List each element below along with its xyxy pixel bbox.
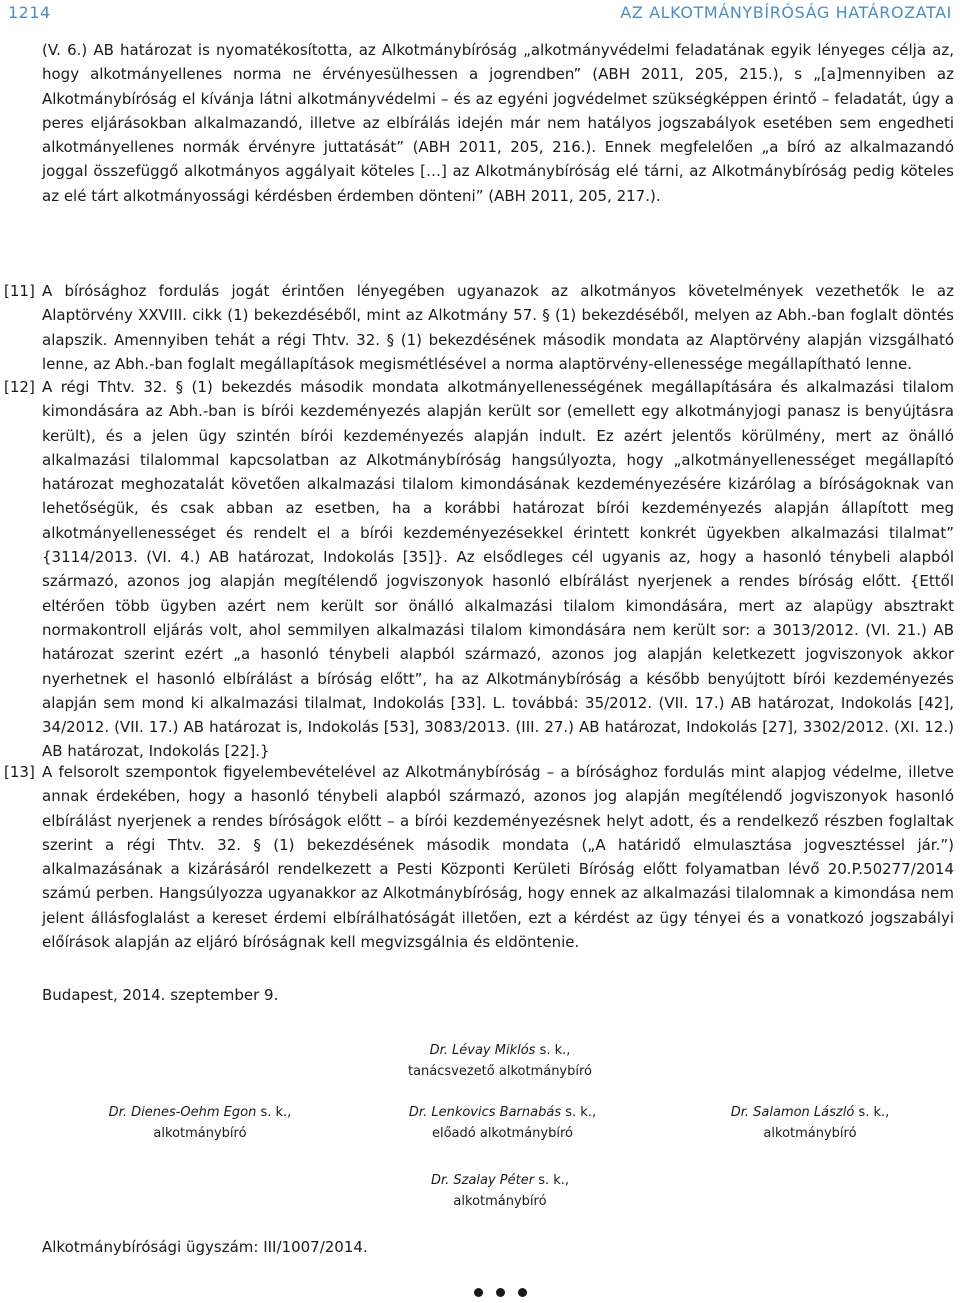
signature-bottom [380, 1170, 620, 1212]
signature-name: Dr. Szalay Péter [430, 1173, 535, 1188]
ornament-dot [496, 1288, 505, 1297]
paragraph-text: A felsorolt szempontok figyelembevételével az Alkotmánybíróság – a bírósághoz fordulás mint alapjog védelme, illetve annak érdekében, hogy a hasonló ténybeli alapból származó, azonos jog alapján megítélendő jogviszonyok hasonló elbírálást nyerjenek a rendes bíróságok előtt – a bírói kezdeményezésnek helyt adott, és a rendelkező részben foglaltak szerint a régi Thtv. 32. § (1) bekezdésének második mondata („A határidő elmulasztása jogvesztéssel jár.”) alkalmazásának a kizárásáról rendelkezett a Pesti Központi Kerületi Bíróság előtt folyamatban lévő 20.P.50277/2014 számú perben. Hangsúlyozza ugyanakkor az Alkotmánybíróság, hogy ennek az alkalmazási tilalomnak a kimondása nem jelent állásfoglalást a kereset érdemi elbírálhatóságát illetően, ezt a kérdést az ügy tényei és a vonatkozó jogszabályi előírások alapján az eljáró bíróságnak kell megvizsgálnia és eldöntenie. [42, 763, 954, 952]
ornament-dot [474, 1288, 483, 1297]
document-body [4, 38, 954, 954]
signature-name: Dr. Salamon László [730, 1105, 855, 1120]
signature-left [70, 1102, 330, 1144]
signature-suffix: s. k., [534, 1173, 570, 1188]
paragraph-number: [11] [4, 282, 35, 300]
running-title: AZ ALKOTMÁNYBÍRÓSÁG HATÁROZATAI [620, 3, 952, 22]
signature-role: alkotmánybíró [763, 1126, 857, 1141]
case-number: Alkotmánybírósági ügyszám: III/1007/2014. [42, 1238, 368, 1256]
signature-suffix: s. k., [854, 1105, 890, 1120]
signature-name: Dr. Dienes-Oehm Egon [108, 1105, 257, 1120]
page-header [0, 0, 960, 24]
ornament-dot [518, 1288, 527, 1297]
signature-center [370, 1102, 635, 1144]
paragraph-text: A bírósághoz fordulás jogát érintően lényegében ugyanazok az alkotmányos követelmények vezethetők le az Alaptörvény XXVIII. cikk (1) bekezdéséből, mint az Alkotmány 57. § (1) bekezdéséből, melyen az Abh.-ban foglalt döntés alapszik. Amennyiben tehát a régi Thtv. 32. § (1) bekezdésének második mondata az Alaptörvény alapján vizsgálható lenne, az Abh.-ban foglalt megállapítások megismétlésével a norma alaptörvény-ellenessége megállapítható lenne. [42, 282, 954, 373]
signature-name: Dr. Lévay Miklós [429, 1043, 536, 1058]
signature-presiding [380, 1040, 620, 1082]
signature-suffix: s. k., [561, 1105, 597, 1120]
signature-suffix: s. k., [256, 1105, 292, 1120]
signature-role: előadó alkotmánybíró [431, 1126, 573, 1141]
signature-name: Dr. Lenkovics Barnabás [408, 1105, 562, 1120]
paragraph-number: [13] [4, 763, 35, 781]
date-line: Budapest, 2014. szeptember 9. [42, 986, 279, 1004]
signature-suffix: s. k., [535, 1043, 571, 1058]
page-number: 1214 [8, 3, 51, 22]
signature-role: tanácsvezető alkotmánybíró [407, 1064, 593, 1079]
paragraph-number: [12] [4, 378, 35, 396]
paragraph-continued [42, 38, 954, 279]
signature-role: alkotmánybíró [153, 1126, 247, 1141]
paragraph-text: (V. 6.) AB határozat is nyomatékosította, az Alkotmánybíróság „alkotmányvédelmi feladatának egyik lényeges célja az, hogy alkotmányellenes norma ne érvényesülhessen a jogrendben” (ABH 2011, 205, 215.), s „[a]mennyiben az Alkotmánybíróság el kívánja látni alkotmányvédelmi – és az egyéni jogvédelmet szükségképpen érintő – feladatát, úgy a peres eljárásokban alkalmazandó, illetve az elbírálás idején már nem hatályos jogszabályok esetében sem engedheti alkotmányellenes normák érvényre juttatását” (ABH 2011, 205, 216.). Ennek megfelelően „a bíró az alkalmazandó joggal összefüggő alkotmányos aggályait köteles […] az Alkotmánybíróság elé tárni, az Alkotmánybíróság pedig köteles az elé tárt alkotmányossági kérdésben érdemben dönteni” (ABH 2011, 205, 217.). [42, 41, 954, 205]
paragraph-13 [4, 760, 954, 954]
signature-right [690, 1102, 930, 1144]
paragraph-text: A régi Thtv. 32. § (1) bekezdés második mondata alkotmányellenességének megállapítására és alkalmazási tilalom kimondására az Abh.-ban is bírói kezdeményezés alapján került sor (emellett egy alkotmányjogi panasz is benyújtásra került), és a jelen ügy szintén bírói kezdeményezés alapján indult. Ez azért jelentős körülmény, mert az önálló alkalmazási tilalommal kapcsolatban az Alkotmánybíróság hangsúlyozta, hogy „alkotmányellenességet megállapító határozat meghozatalát követően alkalmazási tilalom kimondásának kezdeményezésére kizárólag a bíróságoknak van lehetőségük, és csak abban az esetben, ha a korábbi határozat bírói kezdeményezés alapján állapított meg alkotmányellenességet és rendelt el a bírói kezdeményezésekkel érintett konkrét ügyekben alkalmazási tilalmat” {3114/2013. (VI. 4.) AB határozat, Indokolás [35]}. Az elsődleges cél ugyanis az, hogy a hasonló ténybeli alapból származó, azonos jog alapján megítélendő jogviszonyok hasonló elbírálást nyerjenek a rendes bíróság előtt. {Ettől eltérően több ügyben azért nem került sor önálló alkalmazási tilalom kimondására, mert az alapügy absztrakt normakontroll eljárás volt, ahol semmilyen alkalmazási tilalom kimondására nem került sor: a 3013/2012. (VI. 21.) AB határozat szerint ezért „a hasonló ténybeli alapból származó, azonos jog alapján keletkezett jogviszonyok akkor nyerhetnek el hasonló elbírálást a bíróság előtt”, ha az Alkotmánybíróság a később benyújtott bírói kezdeményezés alapján sem mond ki alkalmazási tilalmat, Indokolás [33]. L. továbbá: 35/2012. (VII. 17.) AB határozat, Indokolás [42], 34/2012. (VII. 17.) AB határozat is, Indokolás [53], 3083/2013. (III. 27.) AB határozat, Indokolás [27], 3302/2012. (XI. 12.) AB határozat, Indokolás [22].} [42, 378, 954, 761]
signature-role: alkotmánybíró [453, 1194, 547, 1209]
end-ornament [474, 1288, 544, 1300]
paragraph-12 [4, 375, 954, 761]
paragraph-11 [4, 279, 954, 375]
